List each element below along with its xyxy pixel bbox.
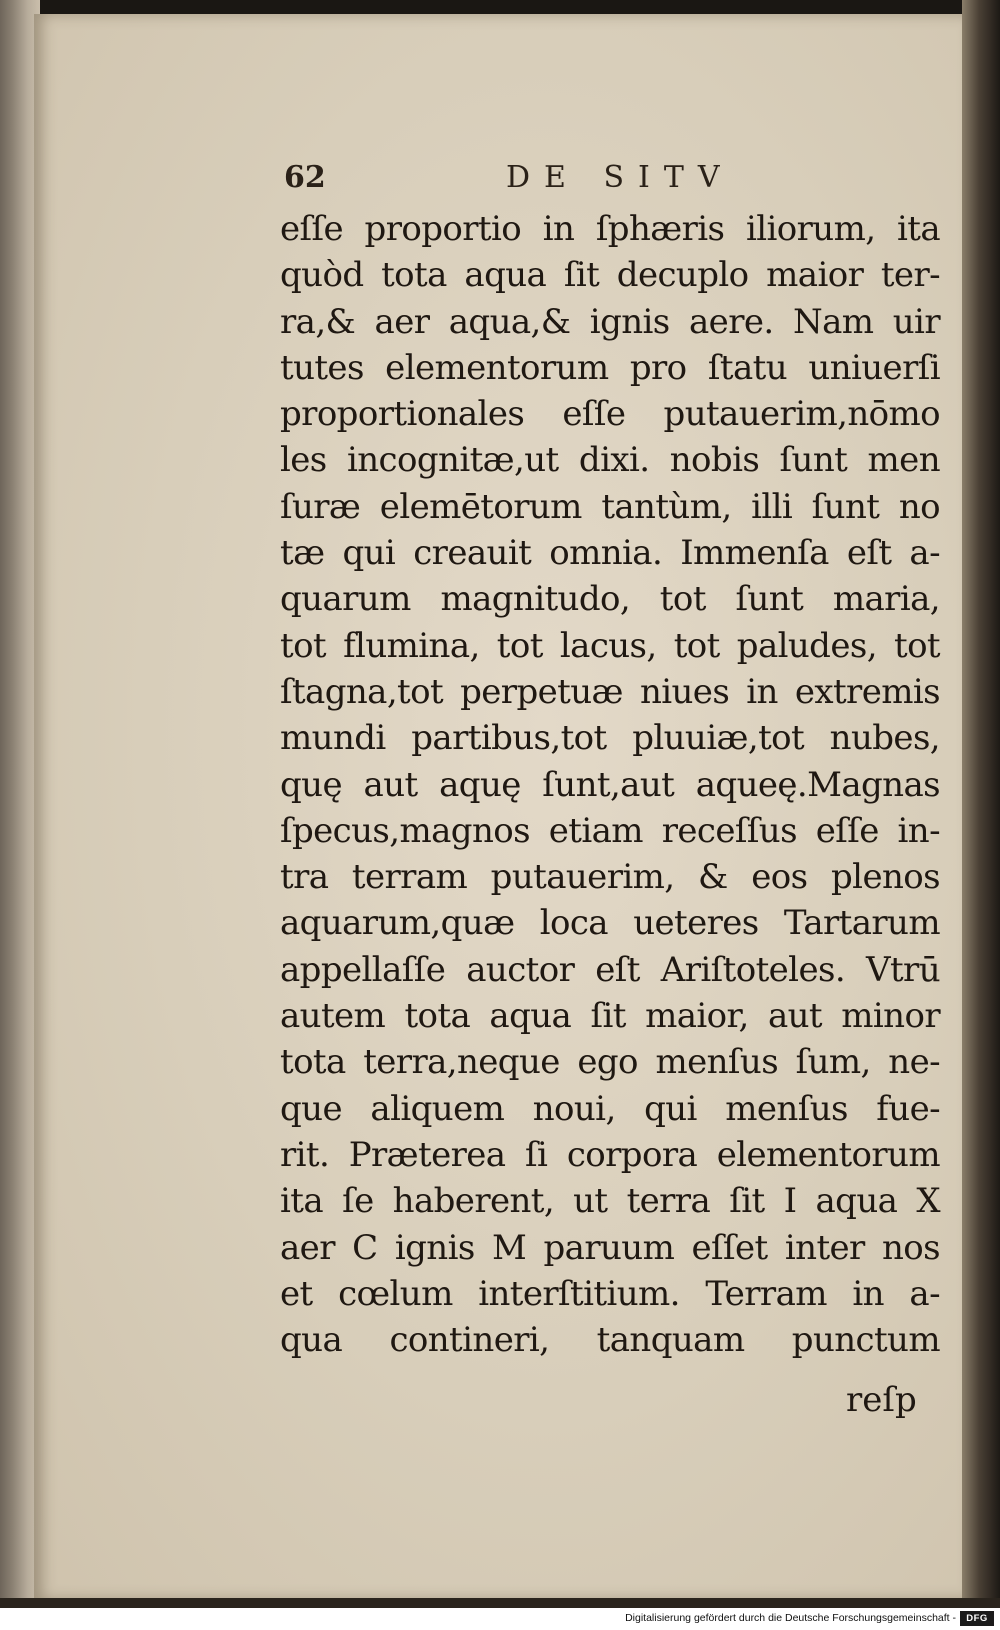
- text-line: qua contineri, tanquam punctum: [280, 1320, 940, 1361]
- text-line: tæ qui creauit omnia. Immenſa eſt a-: [280, 533, 940, 574]
- running-title: DE SITV: [506, 160, 734, 195]
- text-line: aquarum,quæ loca ueteres Tartarum: [280, 903, 940, 944]
- text-line: quòd tota aqua ſit decuplo maior ter-: [280, 255, 940, 296]
- text-line: appellaſſe auctor eſt Ariſtoteles. Vtrū: [280, 949, 940, 990]
- text-line: eſſe proportio in ſphæris iliorum, ita: [280, 209, 940, 249]
- text-line: aer C ignis M paruum eſſet inter nos: [280, 1227, 940, 1268]
- text-line: proportionales eſſe putauerim,nōmo: [280, 394, 940, 435]
- text-line: ſuræ elemētorum tantùm, illi ſunt no: [280, 486, 940, 527]
- text-line: et cœlum interſtitium. Terram in a-: [280, 1273, 940, 1314]
- text-line: ra,& aer aqua,& ignis aere. Nam uir: [280, 301, 940, 342]
- text-line: tota terra,neque ego menſus ſum, ne-: [280, 1042, 940, 1083]
- funding-credit: Digitalisierung gefördert durch die Deutsche Forschungsgemeinschaft -: [625, 1612, 956, 1624]
- catchword: reſp: [846, 1380, 917, 1420]
- text-line: autem tota aqua ſit maior, aut minor: [280, 996, 940, 1037]
- folio-number: 62: [284, 160, 326, 195]
- text-line: les incognitæ,ut dixi. nobis ſunt men: [280, 440, 940, 481]
- text-line: tra terram putauerim, & eos plenos: [280, 857, 940, 898]
- text-line: mundi partibus,tot pluuiæ,tot nubes,: [280, 718, 940, 759]
- text-line: ſpecus,magnos etiam receſſus eſſe in-: [280, 810, 940, 851]
- text-line: tot flumina, tot lacus, tot paludes, tot: [280, 625, 940, 666]
- dfg-logo: DFG: [960, 1611, 994, 1626]
- text-line: que aliquem noui, qui menſus fue-: [280, 1088, 940, 1129]
- text-line: rit. Præterea ſi corpora elementorum: [280, 1134, 940, 1175]
- text-line: quarum magnitudo, tot ſunt maria,: [280, 579, 940, 620]
- text-line: quę aut aquę ſunt,aut aqueę.Magnas: [280, 764, 940, 805]
- text-line: ita ſe haberent, ut terra ſit I aqua X: [280, 1181, 940, 1222]
- text-line: tutes elementorum pro ſtatu uniuerſi: [280, 347, 940, 388]
- text-line: ſtagna,tot perpetuæ niues in extremis: [280, 671, 940, 712]
- body-text: [280, 206, 940, 1363]
- page-bottom-edge: [0, 1598, 1000, 1608]
- binding-gutter: [962, 0, 1000, 1600]
- page-header: [284, 160, 764, 204]
